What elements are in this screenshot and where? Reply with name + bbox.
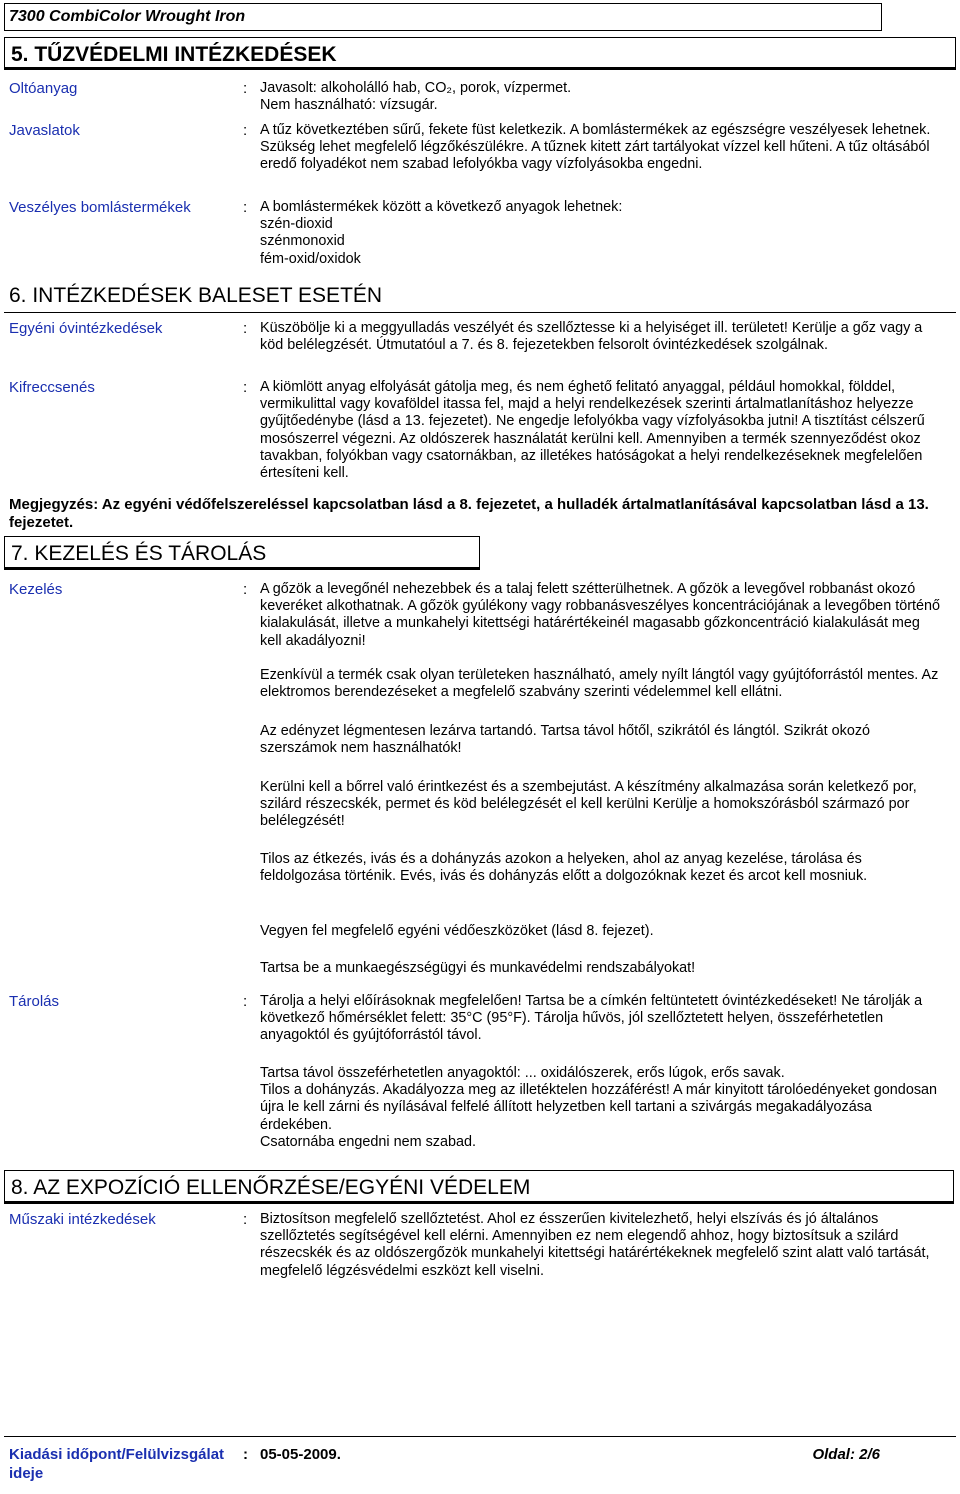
section-6-title: 6. INTÉZKEDÉSEK BALESET ESETÉN xyxy=(9,284,383,307)
text-handling xyxy=(260,581,940,650)
text-paragraph: Biztosítson megfelelő szellőztetést. Ahol ez ésszerűen kivitelezhető, helyi elszívás és jó általános szellőztetés segítségével kell elérni. Amennyiben ez nem elegendő ahhoz, hogy biztosítsuk a szilárd részecskék és az oldószergőzök munkahelyi kitettségi határértékeknek megfelelő szint alatt való tartását, megfelelő légzésvédelmi eszközt kell viselni. xyxy=(260,1211,930,1279)
text-line: A tűz következtében sűrű, fekete füst keletkezik. A bomlástermékek az egészségre veszélyesek lehetnek. Szükség lehet megfelelő légzőkészülékre. A tűznek kitett zárt tartályokat vízzel kell hűteni. A tűz oltásából eredő folyadékot nem szabad lefolyókba vagy vízfolyásokba engedni. xyxy=(260,122,931,173)
text-handling xyxy=(260,960,940,977)
label-storage: Tárolás xyxy=(9,993,60,1010)
colon: : xyxy=(243,581,248,598)
text-line: Küszöbölje ki a meggyulladás veszélyét és szellőztesse ki a helyiséget ill. területet! Kerülje a gőz vagy a köd belélegzését. Útmutatóul a 7. és 8. fejezetekben felsorolt óvintézkedések szolgálnak. xyxy=(260,320,923,354)
footer-divider xyxy=(4,1436,956,1437)
colon: : xyxy=(243,80,248,97)
text-line: Nem használható: vízsugár. xyxy=(260,97,438,114)
colon: : xyxy=(243,199,248,216)
text-line: szén-dioxid xyxy=(260,216,333,233)
colon: : xyxy=(243,993,248,1010)
section-7-title: 7. KEZELÉS ÉS TÁROLÁS xyxy=(4,536,480,570)
text-paragraph: Tartsa be a munkaegészségügyi és munkavédelmi rendszabályokat! xyxy=(260,960,696,976)
label-extinguishing-media: Oltóanyag xyxy=(9,80,78,97)
text-paragraph: Vegyen fel megfelelő egyéni védőeszközöket (lásd 8. fejezet). xyxy=(260,923,654,939)
text-recommendations xyxy=(260,122,940,174)
label-hazardous-decomposition: Veszélyes bomlástermékek xyxy=(9,199,191,216)
footer-issue-date: 05-05-2009. xyxy=(260,1446,341,1463)
text-paragraph: Ezenkívül a termék csak olyan területeken használható, amely nyílt lángtól vagy gyújtóforrástól mentes. Az elektromos berendezéseket a megfelelő szabvány szerinti védelemmel kell ellátni. xyxy=(260,667,939,701)
text-paragraph: A gőzök a levegőnél nehezebbek és a talaj felett szétterülhetnek. A gőzök a levegővel robbanást okozó keveréket alkothatnak. A gőzök gyúlékony vagy robbanásveszélyes koncentrációjának a levegőben történő kialakulását, illetve a munkahelyi kitettségi határértékeinél magasabb gőzkoncentráció kialakulását meg kell akadályozni! xyxy=(260,581,940,649)
text-extinguishing-media xyxy=(260,80,940,114)
section-6-note: Megjegyzés: Az egyéni védőfelszereléssel kapcsolatban lásd a 8. fejezetet, a hulladék ártalmatlanításával kapcsolatban lásd a 13. fejezetet. xyxy=(9,496,929,531)
section-8-title: 8. AZ EXPOZÍCIÓ ELLENŐRZÉSE/EGYÉNI VÉDELEM xyxy=(4,1170,954,1204)
text-handling xyxy=(260,923,940,940)
text-paragraph: Kerülni kell a bőrrel való érintkezést és a szembejutást. A készítmény alkalmazása során keletkező por, szilárd részecskék, permet és köd belélegzését el kell kerülni Kerülje a homokszórásból származó por belélegzését! xyxy=(260,779,917,830)
text-paragraph: Tilos az étkezés, ivás és a dohányzás azokon a helyeken, ahol az anyag kezelése, tárolása és feldolgozása történik. Evés, ivás és dohányzás előtt a dolgozóknak kezet és arcot kell mosniuk. xyxy=(260,851,868,885)
text-storage xyxy=(260,1065,940,1151)
text-paragraph: Tartsa távol összeférhetetlen anyagoktól: ... oxidálószerek, erős lúgok, erős savak. xyxy=(260,1065,785,1081)
text-line: A bomlástermékek között a következő anyagok lehetnek: xyxy=(260,199,623,215)
text-hazardous-decomposition xyxy=(260,199,940,268)
section-5-title: 5. TŰZVÉDELMI INTÉZKEDÉSEK xyxy=(4,37,956,70)
label-personal-precautions: Egyéni óvintézkedések xyxy=(9,320,163,337)
label-spill: Kifreccsenés xyxy=(9,379,95,396)
text-engineering-measures xyxy=(260,1211,940,1280)
section-6-divider xyxy=(4,312,956,313)
text-handling xyxy=(260,779,940,831)
text-paragraph: Csatornába engedni nem szabad. xyxy=(260,1133,477,1150)
text-line: fém-oxid/oxidok xyxy=(260,250,361,267)
label-engineering-measures: Műszaki intézkedések xyxy=(9,1211,156,1228)
text-paragraph: Az edényzet légmentesen lezárva tartandó. Tartsa távol hőtől, szikrától és lángtól. Szikrát okozó szerszámok nem használhatók! xyxy=(260,723,871,757)
label-handling: Kezelés xyxy=(9,581,63,598)
text-handling xyxy=(260,723,940,757)
colon: : xyxy=(243,1446,248,1463)
colon: : xyxy=(243,320,248,337)
text-storage xyxy=(260,993,940,1045)
text-paragraph: Tilos a dohányzás. Akadályozza meg az illetéktelen hozzáférést! A már kinyitott tárolóedényeket gondosan újra le kell zárni és nyílásával felfelé állított helyzetben kell tartani a szivárgás megakadályozása érdekében. xyxy=(260,1082,938,1133)
product-name: 7300 CombiColor Wrought Iron xyxy=(9,8,246,25)
text-personal-precautions xyxy=(260,320,940,354)
text-paragraph: Tárolja a helyi előírásoknak megfelelően! Tartsa be a címkén feltüntetett óvintézkedéseket! Ne tárolják a következő hőmérséklet felett: 35°C (95°F). Tárolja hűvös, jól szellőztetett helyen, összeférhetetlen anyagoktól és gyújtóforrástól távol. xyxy=(260,993,923,1044)
colon: : xyxy=(243,379,248,396)
colon: : xyxy=(243,1211,248,1228)
text-handling xyxy=(260,851,940,885)
text-line: Javasolt: alkoholálló hab, CO₂, porok, vízpermet. xyxy=(260,80,572,96)
text-line: A kiömlött anyag elfolyását gátolja meg, és nem éghető felitató anyaggal, például homokkal, földdel, vermikulittal vagy kovaföldel itassa fel, majd a helyi rendelkezések szerinti ártalmatlanításhoz helyezze gyűjtőedénybe (lásd a 13. fejezetet). Ne engedje lefolyókba vagy vízfolyásokba jutni! A tisztítást célszerű mosószerrel végezni. Az oldószerek használatát kerülni kell. Amennyiben a termék szennyeződést okoz tavakban, folyókban vagy csatornákban, az illetékes hatóságokat a helyi rendelkezéseknek megfelelően értesíteni kell. xyxy=(260,379,925,482)
document-header xyxy=(4,3,882,31)
footer-page-number: Oldal: 2/6 xyxy=(812,1446,880,1463)
label-recommendations: Javaslatok xyxy=(9,122,80,139)
text-handling xyxy=(260,667,940,701)
colon: : xyxy=(243,122,248,139)
footer-issue-date-label: Kiadási időpont/Felülvizsgálat ideje xyxy=(9,1446,225,1482)
text-spill xyxy=(260,379,940,482)
text-line: szénmonoxid xyxy=(260,233,345,250)
